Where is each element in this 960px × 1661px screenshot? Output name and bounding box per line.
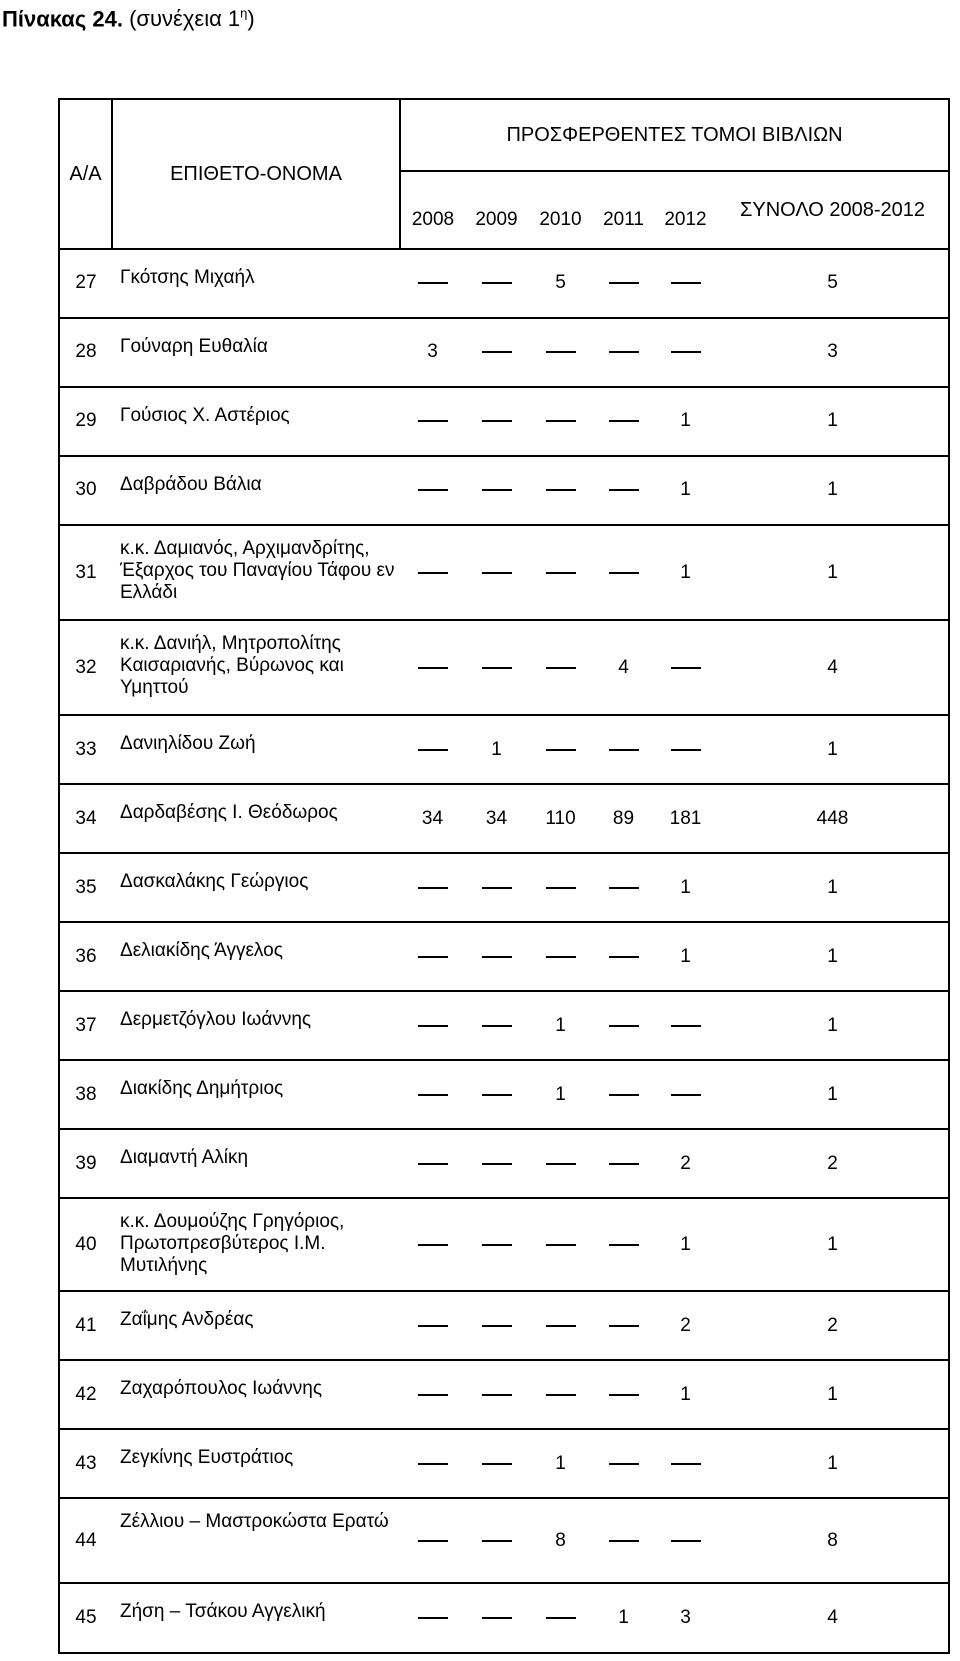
row-total: 1 bbox=[717, 525, 949, 620]
table-row bbox=[59, 715, 949, 784]
table-row bbox=[59, 456, 949, 525]
table-row bbox=[59, 1583, 949, 1653]
row-number: 45 bbox=[59, 1583, 112, 1653]
row-name: κ.κ. Δανιήλ, Μητροπολίτης Καισαριανής, Βύρωνος και Υμηττού bbox=[112, 620, 400, 715]
dash-mark bbox=[418, 1617, 448, 1619]
year-value-dash bbox=[528, 318, 593, 387]
year-value-dash bbox=[465, 387, 528, 456]
year-value-dash bbox=[400, 387, 465, 456]
year-value-dash bbox=[593, 991, 654, 1060]
year-value: 3 bbox=[654, 1583, 717, 1653]
year-value-dash bbox=[400, 991, 465, 1060]
dash-mark bbox=[482, 572, 512, 574]
year-value-dash bbox=[400, 1583, 465, 1653]
row-name: Δασκαλάκης Γεώργιος bbox=[112, 853, 400, 922]
table-row bbox=[59, 318, 949, 387]
row-number: 30 bbox=[59, 456, 112, 525]
row-number: 34 bbox=[59, 784, 112, 853]
year-value-dash bbox=[465, 991, 528, 1060]
year-value: 1 bbox=[528, 1429, 593, 1498]
year-value-dash bbox=[654, 1060, 717, 1129]
table-row bbox=[59, 249, 949, 318]
year-value-dash bbox=[528, 1583, 593, 1653]
dash-mark bbox=[482, 956, 512, 958]
dash-mark bbox=[671, 351, 701, 353]
year-value-dash bbox=[528, 1129, 593, 1198]
row-total: 1 bbox=[717, 387, 949, 456]
dash-mark bbox=[671, 1094, 701, 1096]
dash-mark bbox=[546, 351, 576, 353]
table-row bbox=[59, 991, 949, 1060]
year-value-dash bbox=[528, 1360, 593, 1429]
year-value: 1 bbox=[654, 525, 717, 620]
row-total: 3 bbox=[717, 318, 949, 387]
row-total: 8 bbox=[717, 1498, 949, 1582]
year-value-dash bbox=[528, 387, 593, 456]
dash-mark bbox=[609, 572, 639, 574]
row-number: 43 bbox=[59, 1429, 112, 1498]
year-value-dash bbox=[400, 1360, 465, 1429]
dash-mark bbox=[482, 1244, 512, 1246]
dash-mark bbox=[546, 956, 576, 958]
table-row bbox=[59, 784, 949, 853]
dash-mark bbox=[546, 489, 576, 491]
dash-mark bbox=[418, 572, 448, 574]
row-name: Ζήση – Τσάκου Αγγελική bbox=[112, 1583, 400, 1653]
dash-mark bbox=[418, 956, 448, 958]
year-value-dash bbox=[528, 715, 593, 784]
dash-mark bbox=[482, 1463, 512, 1465]
year-value-dash bbox=[593, 1429, 654, 1498]
year-value-dash bbox=[593, 1360, 654, 1429]
row-number: 33 bbox=[59, 715, 112, 784]
dash-mark bbox=[609, 420, 639, 422]
year-value: 4 bbox=[593, 620, 654, 715]
table-row bbox=[59, 922, 949, 991]
row-total: 448 bbox=[717, 784, 949, 853]
header-name: ΕΠΙΘΕΤΟ-ΟΝΟΜΑ bbox=[112, 99, 400, 249]
row-number: 36 bbox=[59, 922, 112, 991]
table-caption bbox=[2, 6, 255, 32]
year-value-dash bbox=[654, 1498, 717, 1582]
year-value: 1 bbox=[654, 1360, 717, 1429]
year-value-dash bbox=[400, 620, 465, 715]
row-name: Δερμετζόγλου Ιωάννης bbox=[112, 991, 400, 1060]
dash-mark bbox=[418, 1540, 448, 1542]
dash-mark bbox=[546, 1163, 576, 1165]
header-group: ΠΡΟΣΦΕΡΘΕΝΤΕΣ ΤΟΜΟΙ ΒΙΒΛΙΩΝ bbox=[400, 99, 949, 171]
row-total: 1 bbox=[717, 922, 949, 991]
year-value-dash bbox=[593, 249, 654, 318]
table-row bbox=[59, 1498, 949, 1582]
book-donations-table bbox=[58, 98, 950, 1654]
year-value-dash bbox=[465, 318, 528, 387]
year-value: 89 bbox=[593, 784, 654, 853]
dash-mark bbox=[418, 1025, 448, 1027]
table-row bbox=[59, 387, 949, 456]
year-value-dash bbox=[593, 525, 654, 620]
row-number: 37 bbox=[59, 991, 112, 1060]
year-value: 181 bbox=[654, 784, 717, 853]
table-row bbox=[59, 525, 949, 620]
dash-mark bbox=[546, 572, 576, 574]
dash-mark bbox=[609, 956, 639, 958]
header-year: 2011 bbox=[593, 171, 654, 249]
row-name: κ.κ. Δουμούζης Γρηγόριος, Πρωτοπρεσβύτερος Ι.Μ. Μυτιλήνης bbox=[112, 1198, 400, 1291]
dash-mark bbox=[482, 1617, 512, 1619]
year-value: 5 bbox=[528, 249, 593, 318]
year-value-dash bbox=[465, 922, 528, 991]
year-value-dash bbox=[593, 456, 654, 525]
year-value-dash bbox=[654, 1429, 717, 1498]
dash-mark bbox=[609, 282, 639, 284]
dash-mark bbox=[418, 1244, 448, 1246]
year-value-dash bbox=[593, 715, 654, 784]
header-year: 2012 bbox=[654, 171, 717, 249]
row-name: Διακίδης Δημήτριος bbox=[112, 1060, 400, 1129]
row-name: κ.κ. Δαμιανός, Αρχιμανδρίτης, Έξαρχος του Παναγίου Τάφου εν Ελλάδι bbox=[112, 525, 400, 620]
table-row bbox=[59, 1129, 949, 1198]
year-value-dash bbox=[465, 1129, 528, 1198]
year-value: 1 bbox=[465, 715, 528, 784]
dash-mark bbox=[546, 1617, 576, 1619]
year-value: 1 bbox=[654, 1198, 717, 1291]
row-name: Διαμαντή Αλίκη bbox=[112, 1129, 400, 1198]
year-value: 1 bbox=[654, 922, 717, 991]
row-number: 29 bbox=[59, 387, 112, 456]
year-value-dash bbox=[400, 525, 465, 620]
year-value-dash bbox=[465, 1360, 528, 1429]
dash-mark bbox=[609, 1163, 639, 1165]
dash-mark bbox=[546, 420, 576, 422]
dash-mark bbox=[418, 1394, 448, 1396]
row-total: 2 bbox=[717, 1291, 949, 1360]
year-value-dash bbox=[654, 715, 717, 784]
header-year: 2008 bbox=[400, 171, 465, 249]
row-total: 2 bbox=[717, 1129, 949, 1198]
dash-mark bbox=[609, 489, 639, 491]
year-value-dash bbox=[465, 620, 528, 715]
year-value-dash bbox=[593, 922, 654, 991]
row-name: Δαβράδου Βάλια bbox=[112, 456, 400, 525]
dash-mark bbox=[418, 1463, 448, 1465]
table-row bbox=[59, 1291, 949, 1360]
year-value-dash bbox=[400, 1198, 465, 1291]
year-value-dash bbox=[465, 525, 528, 620]
year-value-dash bbox=[528, 620, 593, 715]
row-number: 35 bbox=[59, 853, 112, 922]
year-value: 3 bbox=[400, 318, 465, 387]
year-value-dash bbox=[593, 1060, 654, 1129]
year-value-dash bbox=[593, 318, 654, 387]
dash-mark bbox=[609, 351, 639, 353]
row-name: Ζαχαρόπουλος Ιωάννης bbox=[112, 1360, 400, 1429]
year-value-dash bbox=[528, 456, 593, 525]
row-number: 39 bbox=[59, 1129, 112, 1198]
row-total: 1 bbox=[717, 1198, 949, 1291]
row-name: Δελιακίδης Άγγελος bbox=[112, 922, 400, 991]
row-number: 41 bbox=[59, 1291, 112, 1360]
year-value: 8 bbox=[528, 1498, 593, 1582]
year-value: 2 bbox=[654, 1291, 717, 1360]
year-value-dash bbox=[400, 1060, 465, 1129]
row-name: Γούσιος Χ. Αστέριος bbox=[112, 387, 400, 456]
row-number: 40 bbox=[59, 1198, 112, 1291]
year-value-dash bbox=[528, 853, 593, 922]
year-value-dash bbox=[400, 1429, 465, 1498]
dash-mark bbox=[609, 1094, 639, 1096]
year-value: 1 bbox=[654, 387, 717, 456]
dash-mark bbox=[546, 1244, 576, 1246]
dash-mark bbox=[482, 1394, 512, 1396]
year-value-dash bbox=[465, 1583, 528, 1653]
year-value-dash bbox=[465, 1429, 528, 1498]
dash-mark bbox=[418, 420, 448, 422]
year-value-dash bbox=[400, 715, 465, 784]
year-value-dash bbox=[465, 1060, 528, 1129]
dash-mark bbox=[671, 1540, 701, 1542]
year-value-dash bbox=[400, 249, 465, 318]
dash-mark bbox=[418, 1094, 448, 1096]
year-value-dash bbox=[593, 1291, 654, 1360]
row-total: 1 bbox=[717, 456, 949, 525]
table-row bbox=[59, 1198, 949, 1291]
dash-mark bbox=[609, 1394, 639, 1396]
year-value-dash bbox=[654, 249, 717, 318]
dash-mark bbox=[671, 282, 701, 284]
year-value-dash bbox=[593, 1198, 654, 1291]
dash-mark bbox=[671, 667, 701, 669]
row-total: 1 bbox=[717, 715, 949, 784]
dash-mark bbox=[609, 1325, 639, 1327]
year-value: 1 bbox=[528, 991, 593, 1060]
year-value-dash bbox=[400, 456, 465, 525]
row-name: Ζαΐμης Ανδρέας bbox=[112, 1291, 400, 1360]
row-number: 38 bbox=[59, 1060, 112, 1129]
row-total: 4 bbox=[717, 1583, 949, 1653]
row-number: 27 bbox=[59, 249, 112, 318]
dash-mark bbox=[609, 1025, 639, 1027]
row-total: 1 bbox=[717, 1360, 949, 1429]
year-value: 1 bbox=[593, 1583, 654, 1653]
year-value-dash bbox=[400, 1291, 465, 1360]
dash-mark bbox=[482, 667, 512, 669]
dash-mark bbox=[546, 667, 576, 669]
year-value-dash bbox=[593, 1498, 654, 1582]
year-value-dash bbox=[654, 991, 717, 1060]
header-year: 2010 bbox=[528, 171, 593, 249]
dash-mark bbox=[482, 420, 512, 422]
dash-mark bbox=[418, 887, 448, 889]
year-value-dash bbox=[400, 1498, 465, 1582]
dash-mark bbox=[609, 1244, 639, 1246]
year-value-dash bbox=[528, 922, 593, 991]
row-name: Ζέλλιου – Μαστροκώστα Ερατώ bbox=[112, 1498, 400, 1582]
row-name: Γκότσης Μιχαήλ bbox=[112, 249, 400, 318]
dash-mark bbox=[418, 489, 448, 491]
year-value-dash bbox=[593, 387, 654, 456]
dash-mark bbox=[482, 1325, 512, 1327]
row-number: 28 bbox=[59, 318, 112, 387]
dash-mark bbox=[482, 489, 512, 491]
header-total: ΣΥΝΟΛΟ 2008-2012 bbox=[717, 171, 949, 249]
row-name: Ζεγκίνης Ευστράτιος bbox=[112, 1429, 400, 1498]
dash-mark bbox=[671, 749, 701, 751]
year-value: 34 bbox=[400, 784, 465, 853]
table-row bbox=[59, 1060, 949, 1129]
dash-mark bbox=[546, 749, 576, 751]
row-number: 32 bbox=[59, 620, 112, 715]
year-value: 1 bbox=[528, 1060, 593, 1129]
row-total: 1 bbox=[717, 853, 949, 922]
year-value-dash bbox=[593, 1129, 654, 1198]
year-value-dash bbox=[465, 456, 528, 525]
year-value-dash bbox=[654, 620, 717, 715]
year-value: 1 bbox=[654, 853, 717, 922]
row-name: Γούναρη Ευθαλία bbox=[112, 318, 400, 387]
row-total: 1 bbox=[717, 1060, 949, 1129]
dash-mark bbox=[546, 887, 576, 889]
year-value: 34 bbox=[465, 784, 528, 853]
year-value-dash bbox=[400, 922, 465, 991]
year-value-dash bbox=[465, 249, 528, 318]
header-year: 2009 bbox=[465, 171, 528, 249]
dash-mark bbox=[609, 1540, 639, 1542]
year-value-dash bbox=[465, 1198, 528, 1291]
year-value-dash bbox=[465, 1291, 528, 1360]
header-aa: Α/Α bbox=[59, 99, 112, 249]
row-total: 4 bbox=[717, 620, 949, 715]
table-row bbox=[59, 1429, 949, 1498]
dash-mark bbox=[418, 1325, 448, 1327]
row-name: Δαρδαβέσης Ι. Θεόδωρος bbox=[112, 784, 400, 853]
year-value-dash bbox=[528, 525, 593, 620]
year-value-dash bbox=[465, 1498, 528, 1582]
row-number: 44 bbox=[59, 1498, 112, 1582]
dash-mark bbox=[418, 1163, 448, 1165]
row-total: 1 bbox=[717, 991, 949, 1060]
dash-mark bbox=[671, 1025, 701, 1027]
dash-mark bbox=[609, 1463, 639, 1465]
dash-mark bbox=[418, 282, 448, 284]
dash-mark bbox=[482, 351, 512, 353]
row-name: Δανιηλίδου Ζωή bbox=[112, 715, 400, 784]
dash-mark bbox=[418, 749, 448, 751]
row-total: 1 bbox=[717, 1429, 949, 1498]
year-value: 1 bbox=[654, 456, 717, 525]
year-value-dash bbox=[593, 853, 654, 922]
dash-mark bbox=[482, 282, 512, 284]
dash-mark bbox=[482, 1163, 512, 1165]
dash-mark bbox=[482, 1094, 512, 1096]
year-value: 110 bbox=[528, 784, 593, 853]
dash-mark bbox=[482, 887, 512, 889]
year-value-dash bbox=[654, 318, 717, 387]
dash-mark bbox=[671, 1463, 701, 1465]
year-value-dash bbox=[528, 1198, 593, 1291]
dash-mark bbox=[482, 1540, 512, 1542]
dash-mark bbox=[546, 1325, 576, 1327]
row-number: 42 bbox=[59, 1360, 112, 1429]
table-row bbox=[59, 853, 949, 922]
year-value: 2 bbox=[654, 1129, 717, 1198]
year-value-dash bbox=[400, 1129, 465, 1198]
caption-continuation: (συνέχεια $1^\eta$) bbox=[129, 6, 255, 32]
table-row bbox=[59, 620, 949, 715]
dash-mark bbox=[482, 1025, 512, 1027]
row-total: 5 bbox=[717, 249, 949, 318]
dash-mark bbox=[609, 887, 639, 889]
caption-title: Πίνακας 24. bbox=[2, 6, 123, 32]
year-value-dash bbox=[465, 853, 528, 922]
dash-mark bbox=[546, 1394, 576, 1396]
table-row bbox=[59, 1360, 949, 1429]
dash-mark bbox=[418, 667, 448, 669]
year-value-dash bbox=[400, 853, 465, 922]
year-value-dash bbox=[528, 1291, 593, 1360]
row-number: 31 bbox=[59, 525, 112, 620]
dash-mark bbox=[609, 749, 639, 751]
table-body bbox=[59, 249, 949, 1653]
